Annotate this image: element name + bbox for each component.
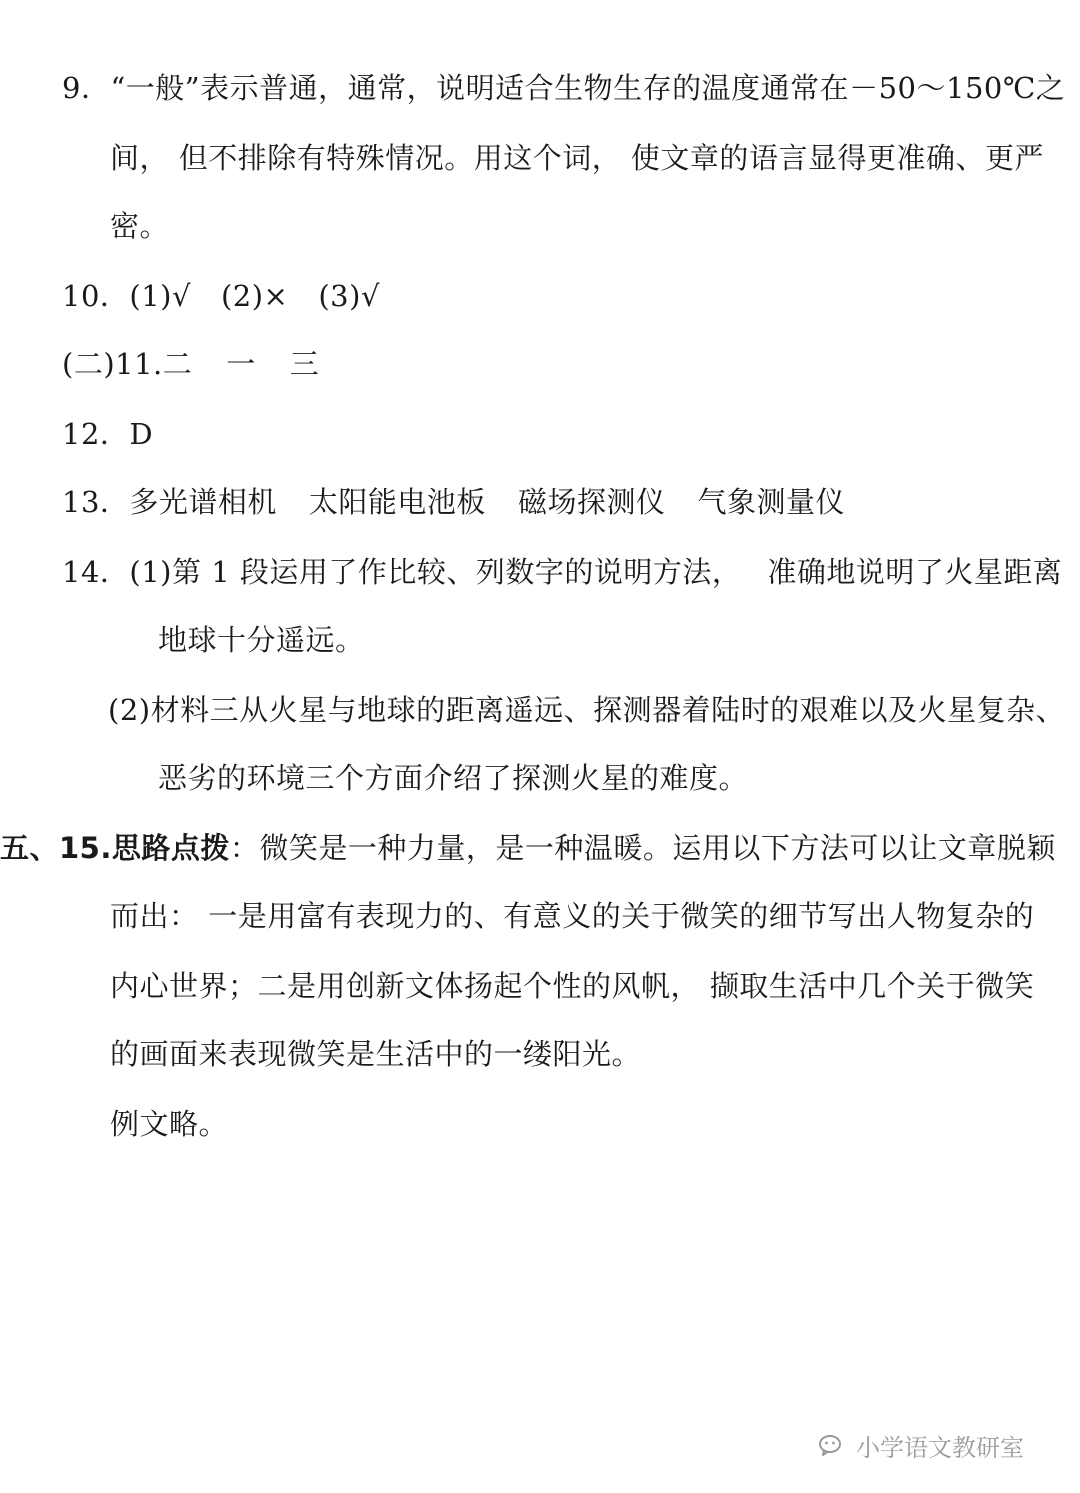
watermark xyxy=(818,1428,1024,1463)
q15-line-2: 而出： 一是用富有表现力的、有意义的关于微笑的细节写出人物复杂的 xyxy=(110,899,1035,933)
q13-answer-1: 多光谱相机 xyxy=(129,485,277,519)
wechat-icon xyxy=(818,1433,848,1459)
q10-answer-2: (2)× xyxy=(220,279,289,313)
q15-line-4: 的画面来表现微笑是生活中的一缕阳光。 xyxy=(110,1037,642,1071)
section-prefix: 五、15. xyxy=(0,831,112,865)
q14-line-4: 恶劣的环境三个方面介绍了探测火星的难度。 xyxy=(158,761,749,795)
q14-line-2: 地球十分遥远。 xyxy=(158,623,365,657)
q14-line-3: (2)材料三从火星与地球的距离遥远、探测器着陆时的艰难以及火星复杂、 xyxy=(108,693,1066,727)
q9-line-2: 间， 但不排除有特殊情况。用这个词， 使文章的语言显得更准确、更严 xyxy=(110,141,1044,175)
q13-answer-4: 气象测量仪 xyxy=(697,485,845,519)
q13-answer-3: 磁场探测仪 xyxy=(517,485,666,519)
q15-line-3: 内心世界；二是用创新文体扬起个性的风帆， 撷取生活中几个关于微笑 xyxy=(110,969,1035,1003)
hint-label: 思路点拨 xyxy=(111,831,230,865)
q12-number: 12． xyxy=(62,417,130,451)
q15-text-1: ：微笑是一种力量，是一种温暖。运用以下方法可以让文章脱颖 xyxy=(229,831,1056,865)
q14-part1-text-b: 准确地说明了火星距离 xyxy=(767,555,1063,589)
q11-answer-2: 一 xyxy=(226,347,256,381)
q11-number: (二)11. xyxy=(62,347,163,381)
q13-number: 13． xyxy=(62,485,130,519)
q10-number: 10． xyxy=(62,279,130,313)
q11-answer-1: 二 xyxy=(162,347,193,381)
q9-line-3: 密。 xyxy=(110,209,170,243)
q10-answer-3: (3)√ xyxy=(318,279,380,313)
q14-part1-text-a: 14．(1)第 1 段运用了作比较、列数字的说明方法， xyxy=(62,555,742,589)
q13-answer-2: 太阳能电池板 xyxy=(308,485,486,519)
q11-line xyxy=(62,346,319,382)
q10-answer-1: (1)√ xyxy=(129,279,191,313)
q15-line-1 xyxy=(0,830,1056,866)
q11-answer-3: 三 xyxy=(289,347,320,381)
q13-line xyxy=(62,484,845,520)
q9-line-1: 9．“一般”表示普通，通常，说明适合生物生存的温度通常在－50～150℃之 xyxy=(62,71,1066,105)
q12-answer: D xyxy=(129,417,154,451)
q14-line-1 xyxy=(62,554,1062,590)
q10-line xyxy=(62,278,380,314)
q12-line xyxy=(62,416,153,452)
watermark-text: 小学语文教研室 xyxy=(856,1434,1024,1462)
q15-line-5: 例文略。 xyxy=(110,1107,229,1141)
